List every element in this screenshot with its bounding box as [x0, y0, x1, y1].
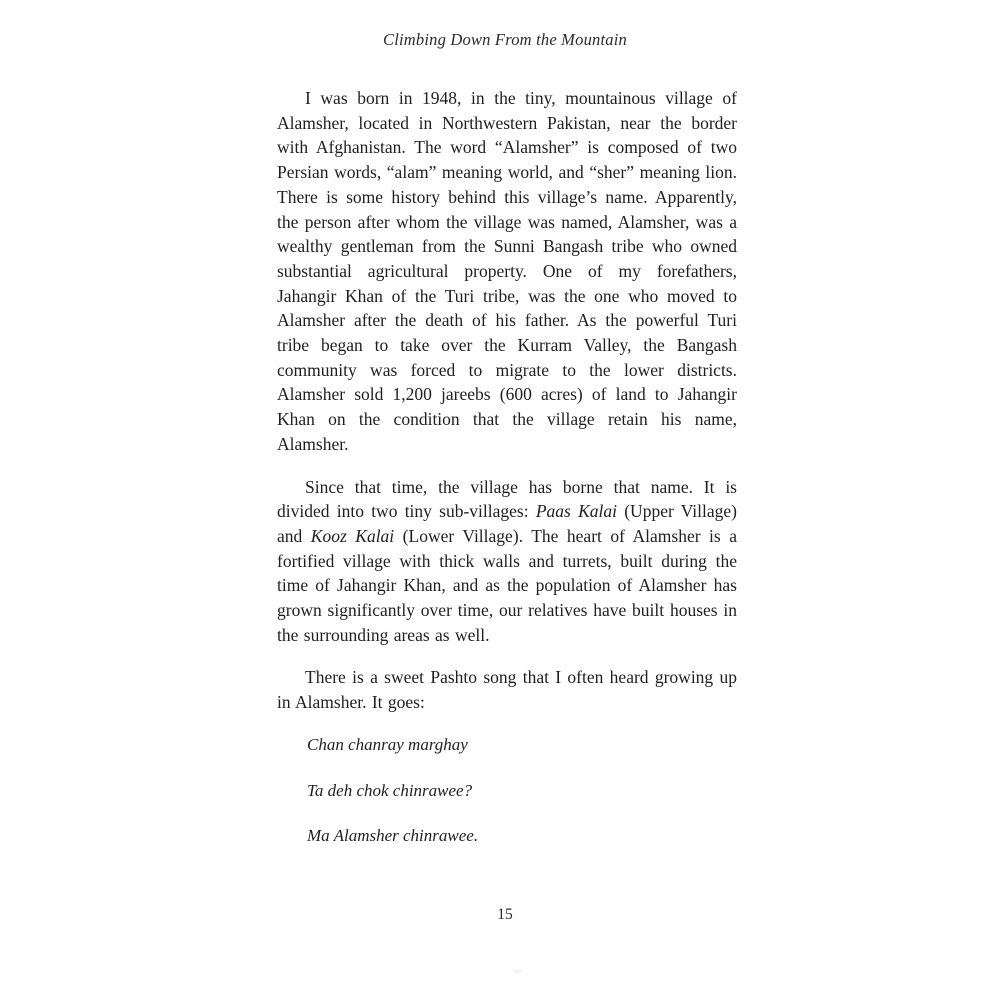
- italic-text-segment: Paas Kalai: [535, 501, 617, 522]
- text-segment: I was born in 1948, in the tiny, mountainous village of Alamsher, located in Northwestern Pakistan, near the border with Afghanistan. The word “Alamsher” is composed of two Persian words, “alam” meaning world, and “sher” meaning lion. There is some history behind this village’s name. Apparently, the person after whom the village was named, Alamsher, was a wealthy gentleman from the Sunni Bangash tribe who owned substantial agricultural property. One of my forefathers, Jahangir Khan of the Turi tribe, was the one who moved to Alamsher after the death of his father. As the powerful Turi tribe began to take over the Kurram Valley, the Bangash community was forced to migrate to the lower districts. Alamsher sold 1,200 jareebs (600 acres) of land to Jahangir Khan on the condition that the village retain his name, Alamsher.: [277, 88, 737, 454]
- page-number: 15: [497, 906, 513, 923]
- body-paragraph: [277, 86, 737, 457]
- text-segment: Since that time, the village has borne that name. It is divided into two tiny sub-villages:: [277, 476, 737, 522]
- body-paragraph: [277, 665, 737, 714]
- text-segment: There is a sweet Pashto song that I often heard growing up in Alamsher. It goes:: [277, 667, 737, 713]
- body-paragraph: [277, 475, 737, 648]
- running-header: Climbing Down From the Mountain: [383, 30, 627, 49]
- text-block: [277, 86, 737, 870]
- text-segment: (Lower Village). The heart of Alamsher is a fortified village with thick walls and turrets, built during the time of Jahangir Khan, and as the population of Alamsher has grown significantly over time, our relatives have built houses in the surrounding areas as well.: [277, 525, 737, 645]
- verse-line: [277, 733, 737, 758]
- italic-text-segment: Ma Alamsher chinrawee.: [307, 826, 479, 846]
- verse-line: [277, 824, 737, 849]
- italic-text-segment: Ta deh chok chinrawee?: [307, 780, 473, 800]
- verse-line: [277, 779, 737, 804]
- scan-artifact: [512, 969, 522, 973]
- italic-text-segment: Kooz Kalai: [310, 525, 395, 546]
- italic-text-segment: Chan chanray marghay: [307, 734, 468, 754]
- text-segment: (Upper Village) and: [277, 501, 737, 546]
